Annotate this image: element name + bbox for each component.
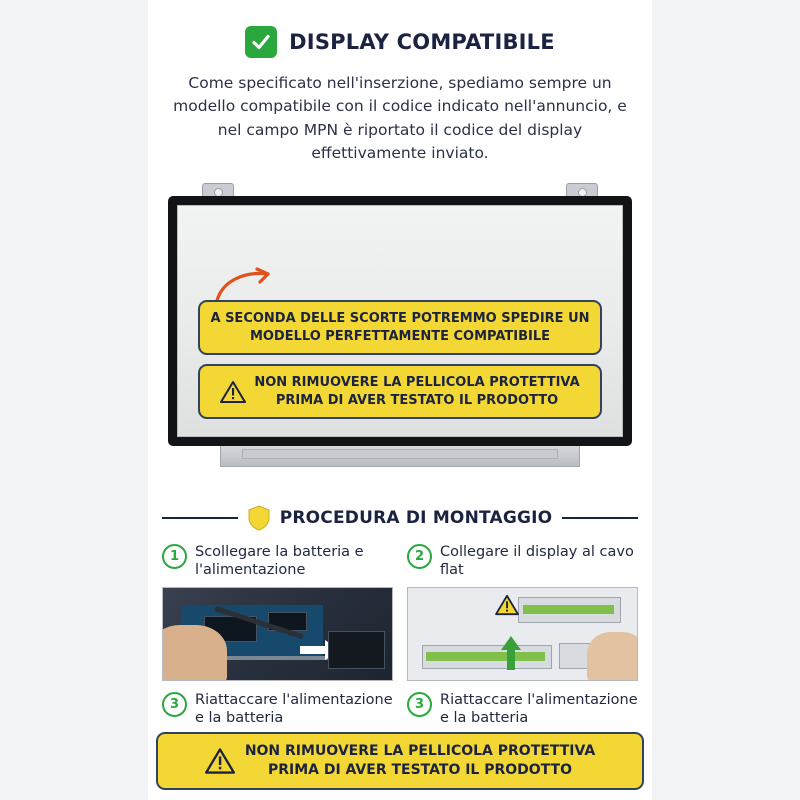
step-3-right-text: Riattaccare l'alimentazione e la batteria [440, 692, 638, 727]
procedure-heading [162, 505, 638, 531]
laptop-internals-photo [162, 587, 393, 681]
step-1-number: 1 [162, 544, 187, 569]
flat-cable-connector-photo [407, 587, 638, 681]
heading-rule-left [162, 517, 238, 519]
step-column-left [162, 543, 393, 728]
heading-rule-right [562, 517, 638, 519]
step-3-left-text: Riattaccare l'alimentazione e la batteria [195, 692, 393, 727]
footer-warning [156, 732, 644, 790]
panel-base [220, 446, 580, 467]
callout-stock-text: A SECONDA DELLE SCORTE POTREMMO SPEDIRE UN MODELLO PERFETTAMENTE COMPATIBILE [210, 311, 590, 344]
check-icon [245, 26, 277, 58]
content-column [148, 0, 652, 800]
header [148, 26, 652, 58]
steps-grid [162, 543, 638, 728]
step-2-text: Collegare il display al cavo flat [440, 544, 634, 579]
procedure-title: PROCEDURA DI MONTAGGIO [279, 508, 553, 528]
left-rail [0, 0, 148, 800]
step-1 [162, 543, 393, 579]
step-3-right-number: 3 [407, 692, 432, 717]
step-3-left [162, 691, 393, 727]
step-3-left-number: 3 [162, 692, 187, 717]
right-rail [652, 0, 800, 800]
page-title: DISPLAY COMPATIBILE [289, 30, 555, 54]
warning-triangle-icon [495, 594, 519, 616]
step-1-text: Scollegare la batteria e l'alimentazione [195, 544, 364, 579]
step-2-number: 2 [407, 544, 432, 569]
callout-stock-notice [198, 300, 602, 355]
step-column-right [407, 543, 638, 728]
step-2 [407, 543, 638, 579]
warning-triangle-icon [205, 747, 235, 775]
intro-text: Come specificato nell'inserzione, spediamo sempre un modello compatibile con il codice indicato nell'annuncio, e nel campo MPN è riportato il codice del display effettivamente inviato. [173, 74, 627, 162]
shield-icon [248, 505, 270, 531]
step-3-right [407, 691, 638, 727]
footer-warning-line2: PRIMA DI AVER TESTATO IL PRODOTTO [267, 762, 573, 779]
warning-triangle-icon [220, 380, 246, 404]
green-up-arrow-icon [500, 636, 522, 670]
footer-warning-line1: NON RIMUOVERE LA PELLICOLA PROTETTIVA [244, 743, 596, 760]
callout-film-line2: PRIMA DI AVER TESTATO IL PRODOTTO [275, 392, 559, 408]
callout-film-warning [198, 364, 602, 419]
callout-film-line1: NON RIMUOVERE LA PELLICOLA PROTETTIVA [254, 375, 580, 390]
display-panel-illustration [160, 183, 640, 483]
